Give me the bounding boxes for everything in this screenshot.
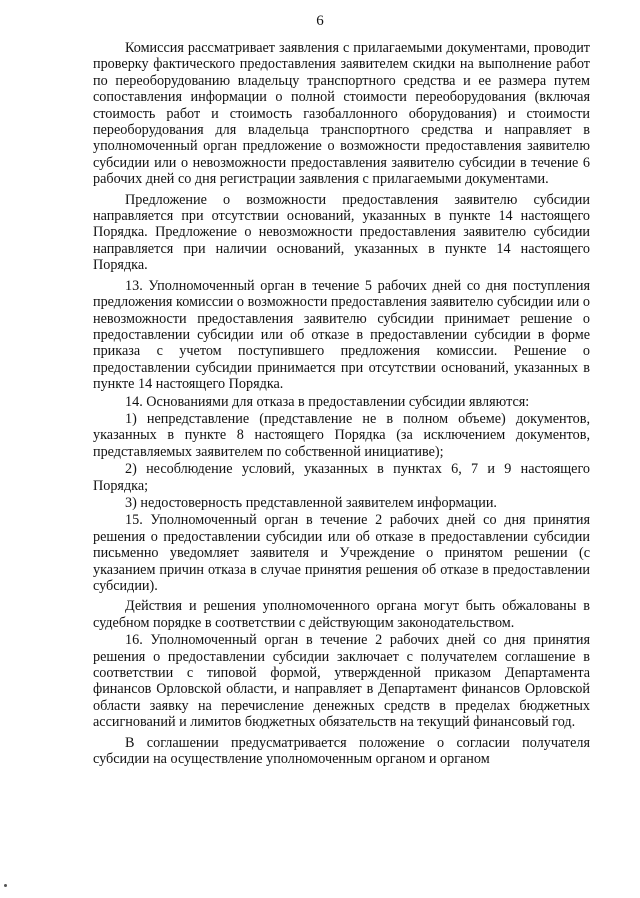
paragraph-item-16: 16. Уполномоченный орган в течение 2 рабочих дней со дня принятия решения о предоставлении субсидии заключает с получателем соглашение в соответствии с типовой формой, утвержденной приказом Департамента финансов Орловской области, и направляет в Департамент финансов Орловской области заявку на перечисление денежных средств в пределах бюджетных ассигнований и лимитов бюджетных обязательств на текущий финансовый год.	[93, 632, 590, 731]
paragraph-appeal: Действия и решения уполномоченного органа могут быть обжалованы в судебном порядке в соответствии с действующим законодательством.	[93, 598, 590, 631]
page-number: 6	[316, 13, 324, 29]
paragraph-commission-review: Комиссия рассматривает заявления с прилагаемыми документами, проводит проверку фактического предоставления заявителем скидки на выполнение работ по переоборудованию владельцу транспортного средства и ее размера путем сопоставления информации о полной стоимости переоборудования (включая стоимость работ и стоимость газобаллонного оборудования) и стоимости переоборудования для владельца транспортного средства и направляет в уполномоченный орган предложение о возможности предоставления заявителю субсидии или о невозможности предоставления заявителю субсидии в течение 6 рабочих дней со дня регистрации заявления с прилагаемыми документами.	[93, 40, 590, 188]
paragraph-proposal-grounds: Предложение о возможности предоставления заявителю субсидии направляется при отсутствии оснований, указанных в пункте 14 настоящего Порядка. Предложение о невозможности предоставления заявителю субсидии направляется при наличии оснований, указанных в пункте 14 настоящего Порядка.	[93, 191, 590, 274]
paragraph-item-14: 14. Основаниями для отказа в предоставлении субсидии являются:	[125, 393, 530, 410]
document-body	[93, 40, 590, 771]
paragraph-agreement-consent: В соглашении предусматривается положение о согласии получателя субсидии на осуществление уполномоченным органом и органом	[93, 734, 590, 768]
list-item-refusal-1: 1) непредставление (представление не в полном объеме) документов, указанных в пункте 8 настоящего Порядка (за исключением документов, представляемых заявителем по собственной инициативе);	[93, 410, 590, 460]
list-item-refusal-2: 2) несоблюдение условий, указанных в пунктах 6, 7 и 9 настоящего Порядка;	[93, 461, 590, 494]
paragraph-item-15: 15. Уполномоченный орган в течение 2 рабочих дней со дня принятия решения о предоставлении субсидии или об отказе в предоставлении субсидии письменно уведомляет заявителя и Учреждение о принятом решении (с указанием причин отказа в случае принятия решения об отказе в предоставлении субсидии).	[93, 512, 590, 594]
list-item-refusal-3: 3) недостоверность представленной заявителем информации.	[125, 494, 497, 511]
paragraph-item-13: 13. Уполномоченный орган в течение 5 рабочих дней со дня поступления предложения комиссии о возможности предоставления заявителю субсидии или о невозможности предоставления заявителю субсидии принимает решение о предоставлении субсидии или об отказе в предоставлении субсидии в форме приказа с учетом поступившего предложения комиссии. Решение о предоставлении субсидии принимается при отсутствии оснований, указанных в пункте 14 настоящего Порядка.	[93, 277, 590, 393]
scan-artifact-dot	[4, 884, 7, 887]
